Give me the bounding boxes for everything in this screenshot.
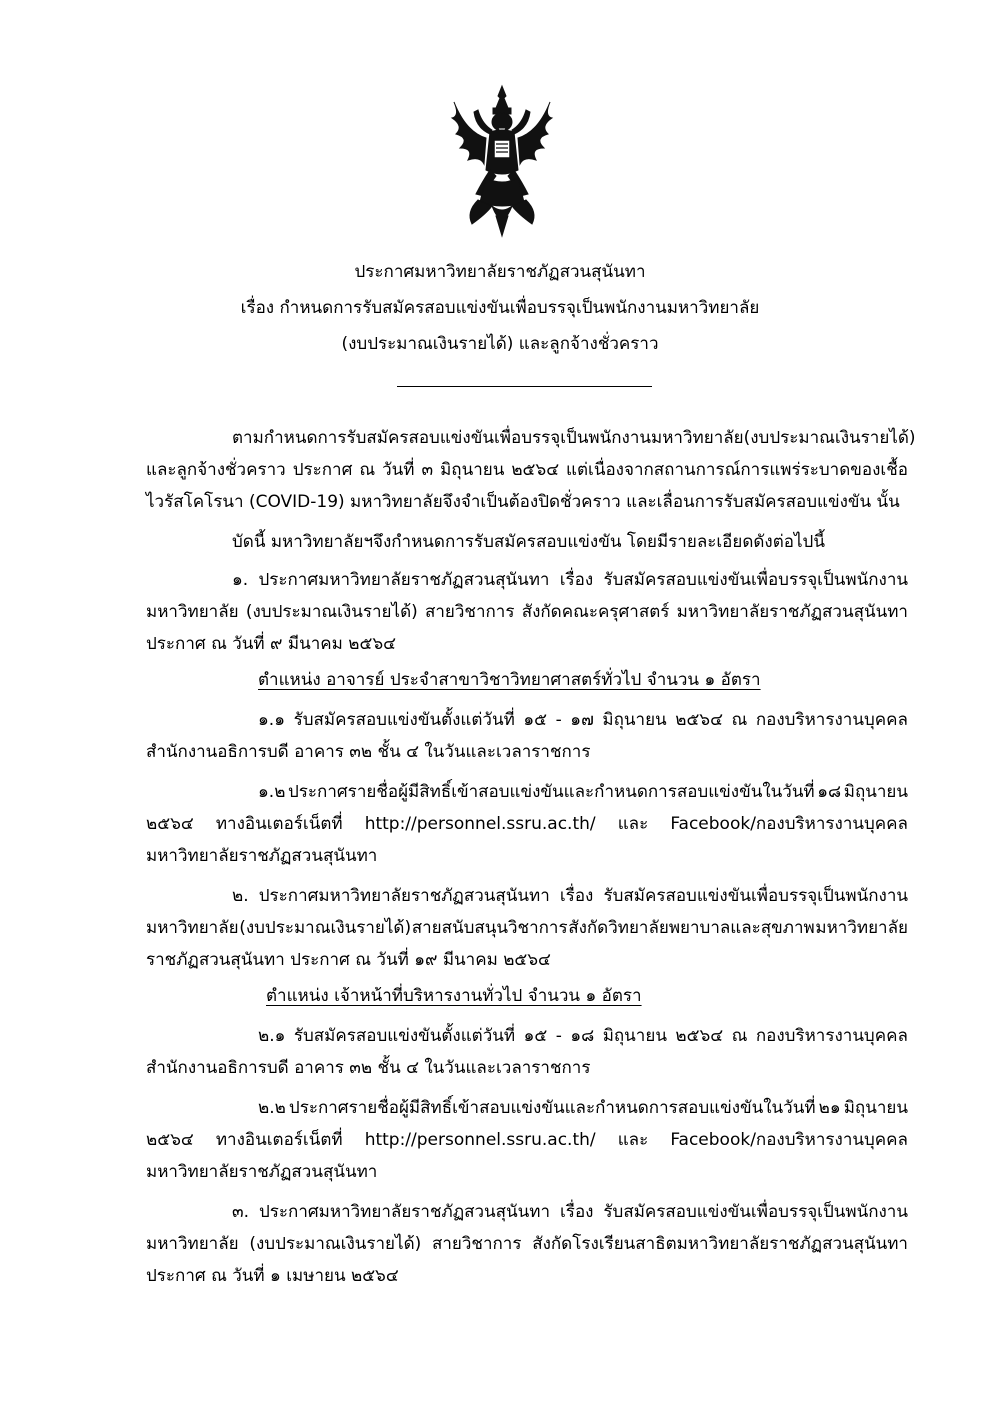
section1-position-heading: ตำแหน่ง อาจารย์ ประจำสาขาวิชาวิทยาศาสตร์ทั่วไป จำนวน ๑ อัตรา <box>258 670 761 690</box>
section2-2-line-3: มหาวิทยาลัยราชภัฏสวนสุนันทา <box>146 1162 378 1182</box>
section1-2-line-2: ๒๕๖๔ ทางอินเตอร์เน็ตที่ http://personnel.ssru.ac.th/ และ Facebook/กองบริหารงานบุคคล <box>146 814 908 834</box>
section2-1-line-2: สำนักงานอธิการบดี อาคาร ๓๒ ชั้น ๔ ในวันและเวลาราชการ <box>146 1058 591 1078</box>
section1-line-2: มหาวิทยาลัย (งบประมาณเงินรายได้) สายวิชาการ สังกัดคณะครุศาสตร์ มหาวิทยาลัยราชภัฏสวนสุนันทา <box>146 602 908 622</box>
announcement-subject: เรื่อง กำหนดการรับสมัครสอบแข่งขันเพื่อบรรจุเป็นพนักงานมหาวิทยาลัย <box>240 298 760 318</box>
section2-1-line-1: ๒.๑ รับสมัครสอบแข่งขันตั้งแต่วันที่ ๑๕ - ๑๘ มิถุนายน ๒๕๖๔ ณ กองบริหารงานบุคคล <box>258 1026 908 1046</box>
intro-line-1: ตามกำหนดการรับสมัครสอบแข่งขันเพื่อบรรจุเป็นพนักงานมหาวิทยาลัย (งบประมาณเงินรายได้) <box>232 428 916 448</box>
intro-line-4: บัดนี้ มหาวิทยาลัยฯจึงกำหนดการรับสมัครสอบแข่งขัน โดยมีรายละเอียดดังต่อไปนี้ <box>232 532 825 552</box>
section2-line-1: ๒. ประกาศมหาวิทยาลัยราชภัฏสวนสุนันทา เรื่อง รับสมัครสอบแข่งขันเพื่อบรรจุเป็นพนักงาน <box>232 886 908 906</box>
section3-line-1: ๓. ประกาศมหาวิทยาลัยราชภัฏสวนสุนันทา เรื่อง รับสมัครสอบแข่งขันเพื่อบรรจุเป็นพนักงาน <box>232 1202 908 1222</box>
personnel-url-link: http://personnel.ssru.ac.th/ <box>364 1130 596 1150</box>
section3-line-2: มหาวิทยาลัย (งบประมาณเงินรายได้) สายวิชาการ สังกัดโรงเรียนสาธิตมหาวิทยาลัยราชภัฏสวนสุนันทา <box>146 1234 908 1254</box>
intro-line-3: ไวรัสโคโรนา (COVID-19) มหาวิทยาลัยจึงจำเป็นต้องปิดชั่วคราว และเลื่อนการรับสมัครสอบแข่งขัน นั้น <box>146 492 900 512</box>
announcement-title: ประกาศมหาวิทยาลัยราชภัฏสวนสุนันทา <box>354 262 646 282</box>
section1-1-line-2: สำนักงานอธิการบดี อาคาร ๓๒ ชั้น ๔ ในวันและเวลาราชการ <box>146 742 591 762</box>
section2-line-3: ราชภัฏสวนสุนันทา ประกาศ ณ วันที่ ๑๙ มีนาคม ๒๕๖๔ <box>146 950 551 970</box>
section2-2-line-1: ๒.๒ ประกาศรายชื่อผู้มีสิทธิ์เข้าสอบแข่งขันและกำหนดการสอบแข่งขันในวันที่ ๒๑ มิถุนายน <box>258 1098 908 1118</box>
section1-2-line-3: มหาวิทยาลัยราชภัฏสวนสุนันทา <box>146 846 378 866</box>
section1-1-line-1: ๑.๑ รับสมัครสอบแข่งขันตั้งแต่วันที่ ๑๕ - ๑๗ มิถุนายน ๒๕๖๔ ณ กองบริหารงานบุคคล <box>258 710 908 730</box>
facebook-page-text: Facebook/กองบริหารงานบุคคล <box>670 1130 908 1150</box>
header-divider <box>397 386 652 387</box>
personnel-url-link: http://personnel.ssru.ac.th/ <box>364 814 596 834</box>
announcement-subject-continued: (งบประมาณเงินรายได้) และลูกจ้างชั่วคราว <box>341 334 659 354</box>
section3-line-3: ประกาศ ณ วันที่ ๑ เมษายน ๒๕๖๔ <box>146 1266 399 1286</box>
section2-2-line-2: ๒๕๖๔ ทางอินเตอร์เน็ตที่ http://personnel.ssru.ac.th/ และ Facebook/กองบริหารงานบุคคล <box>146 1130 908 1150</box>
section1-line-3: ประกาศ ณ วันที่ ๙ มีนาคม ๒๕๖๔ <box>146 634 396 654</box>
section1-line-1: ๑. ประกาศมหาวิทยาลัยราชภัฏสวนสุนันทา เรื่อง รับสมัครสอบแข่งขันเพื่อบรรจุเป็นพนักงาน <box>232 570 908 590</box>
section1-2-line-1: ๑.๒ ประกาศรายชื่อผู้มีสิทธิ์เข้าสอบแข่งขันและกำหนดการสอบแข่งขันในวันที่ ๑๘ มิถุนายน <box>258 782 908 802</box>
section2-position-heading: ตำแหน่ง เจ้าหน้าที่บริหารงานทั่วไป จำนวน ๑ อัตรา <box>266 986 642 1006</box>
intro-line-2: และลูกจ้างชั่วคราว ประกาศ ณ วันที่ ๓ มิถุนายน ๒๕๖๔ แต่เนื่องจากสถานการณ์การแพร่ระบาดของเชื้อ <box>146 460 908 480</box>
garuda-emblem-icon <box>446 82 558 238</box>
section2-line-2: มหาวิทยาลัย (งบประมาณเงินรายได้) สายสนับสนุนวิชาการ สังกัดวิทยาลัยพยาบาลและสุขภาพ มหาวิทยาลัย <box>146 918 908 938</box>
facebook-page-text: Facebook/กองบริหารงานบุคคล <box>670 814 908 834</box>
